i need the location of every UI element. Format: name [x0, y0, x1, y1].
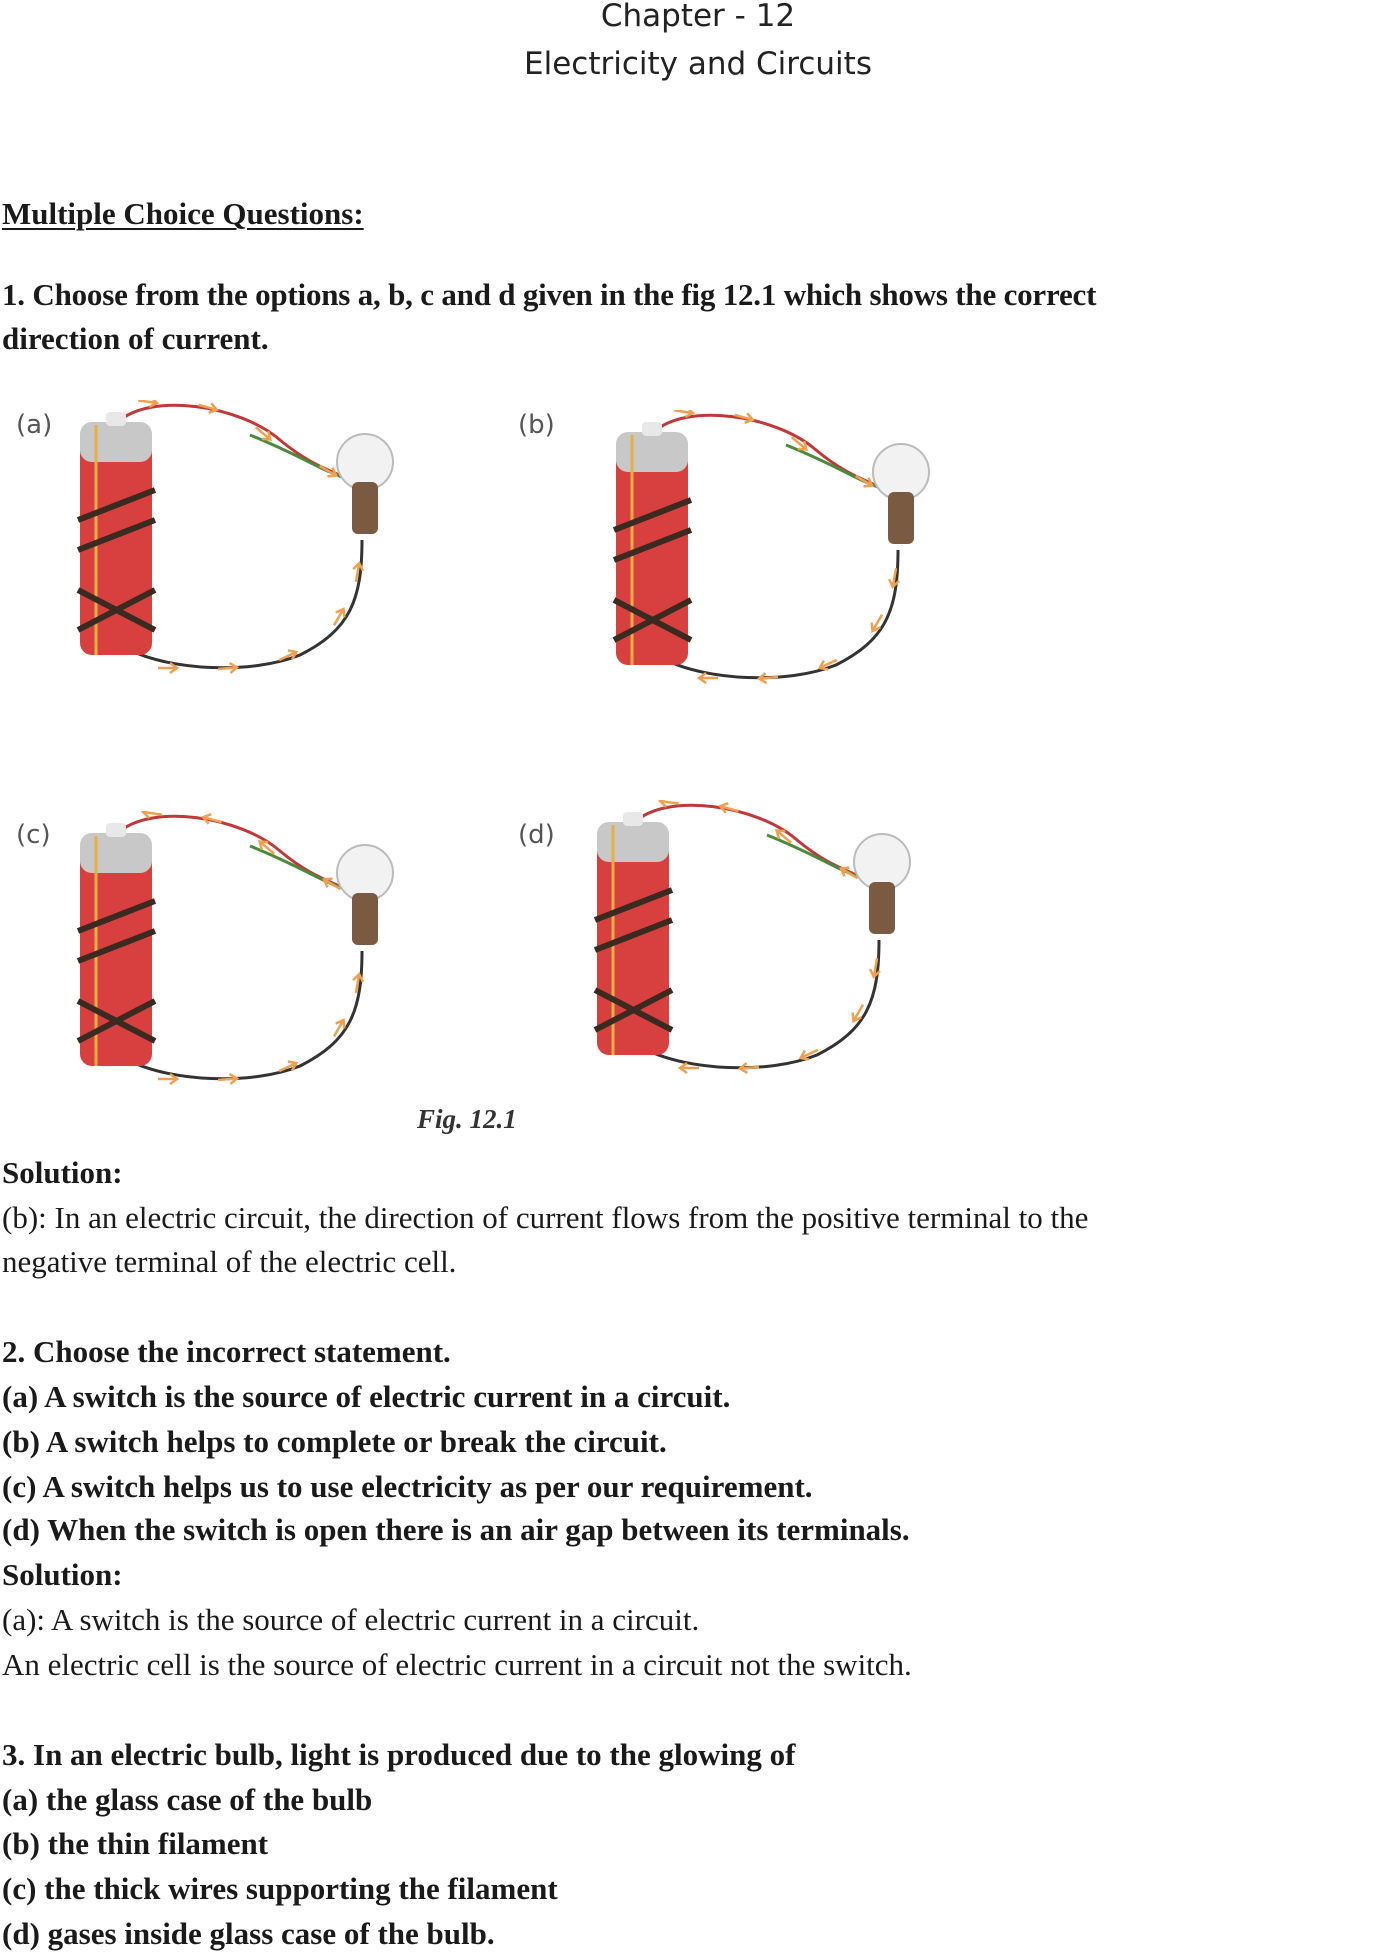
q2-option-d: (d) When the switch is open there is an air gap between its terminals.	[2, 1512, 910, 1547]
chapter-title: Electricity and Circuits	[524, 46, 872, 82]
circuit-b	[536, 410, 956, 710]
circuit-c	[0, 811, 420, 1111]
current-arrow	[158, 663, 177, 673]
bulb-glass	[873, 444, 929, 500]
current-arrow	[218, 1073, 238, 1085]
bulb-glass	[337, 845, 393, 901]
bottom-wire	[666, 550, 898, 678]
current-arrow	[719, 801, 740, 816]
top-wire-green	[767, 835, 867, 880]
top-wire	[654, 415, 886, 490]
q1-solution-label: Solution:	[2, 1155, 123, 1190]
cell-cap	[80, 833, 152, 873]
bulb-base	[888, 492, 914, 544]
current-arrow	[218, 662, 238, 674]
figure-label-a: (a)	[16, 410, 53, 440]
q3-option-c: (c) the thick wires supporting the filament	[2, 1871, 558, 1906]
current-arrow	[740, 1062, 760, 1074]
cell-cap	[80, 422, 152, 462]
bottom-wire	[130, 540, 362, 668]
figure-label-b: (b)	[518, 410, 555, 440]
cell-terminal	[623, 812, 643, 826]
q2-option-c: (c) A switch helps us to use electricity as per our requirement.	[2, 1469, 813, 1504]
q2-solution-line1: (a): A switch is the source of electric current in a circuit.	[2, 1602, 700, 1637]
bulb-base	[352, 482, 378, 534]
current-arrow	[759, 672, 779, 684]
q2-solution-line2: An electric cell is the source of electric current in a circuit not the switch.	[2, 1647, 912, 1682]
q2-option-a: (a) A switch is the source of electric current in a circuit.	[2, 1379, 731, 1414]
current-arrow	[869, 957, 882, 977]
cell-terminal	[106, 412, 126, 426]
bulb-base	[352, 893, 378, 945]
cell-terminal	[106, 823, 126, 837]
q1-question-line1: 1. Choose from the options a, b, c and d given in the fig 12.1 which shows the correct	[2, 277, 1097, 312]
cell-cap	[616, 432, 688, 472]
current-arrow	[853, 472, 874, 490]
cell-cap	[597, 822, 669, 862]
current-arrow	[317, 462, 338, 480]
chapter-number: Chapter - 12	[600, 0, 796, 34]
current-arrow	[158, 1074, 177, 1084]
current-arrow	[888, 567, 901, 587]
cell-terminal	[642, 422, 662, 436]
q3-option-d: (d) gases inside glass case of the bulb.	[2, 1916, 495, 1951]
q2-solution-label: Solution:	[2, 1557, 123, 1592]
q2-question: 2. Choose the incorrect statement.	[2, 1334, 451, 1369]
q1-solution-line2: negative terminal of the electric cell.	[2, 1244, 457, 1279]
q1-question-line2: direction of current.	[2, 321, 269, 356]
figure-label-d: (d)	[518, 820, 555, 850]
top-wire-green	[250, 846, 350, 891]
q3-option-b: (b) the thin filament	[2, 1826, 269, 1861]
section-title: Multiple Choice Questions:	[2, 196, 364, 231]
circuit-d	[517, 800, 937, 1100]
current-arrow	[202, 812, 223, 827]
bottom-wire	[130, 951, 362, 1079]
bulb-base	[869, 882, 895, 934]
q3-question: 3. In an electric bulb, light is produced due to the glowing of	[2, 1737, 796, 1772]
q2-option-b: (b) A switch helps to complete or break the circuit.	[2, 1424, 667, 1459]
top-wire	[118, 405, 350, 480]
bulb-glass	[854, 834, 910, 890]
q3-option-a: (a) the glass case of the bulb	[2, 1782, 373, 1817]
top-wire	[118, 816, 350, 891]
figure-label-c: (c)	[16, 820, 51, 850]
figure-caption: Fig. 12.1	[417, 1104, 517, 1134]
circuit-a	[0, 400, 420, 700]
bottom-wire	[647, 940, 879, 1068]
top-wire	[635, 805, 867, 880]
bulb-glass	[337, 434, 393, 490]
q1-solution-line1: (b): In an electric circuit, the direction of current flows from the positive terminal to the	[2, 1200, 1089, 1235]
